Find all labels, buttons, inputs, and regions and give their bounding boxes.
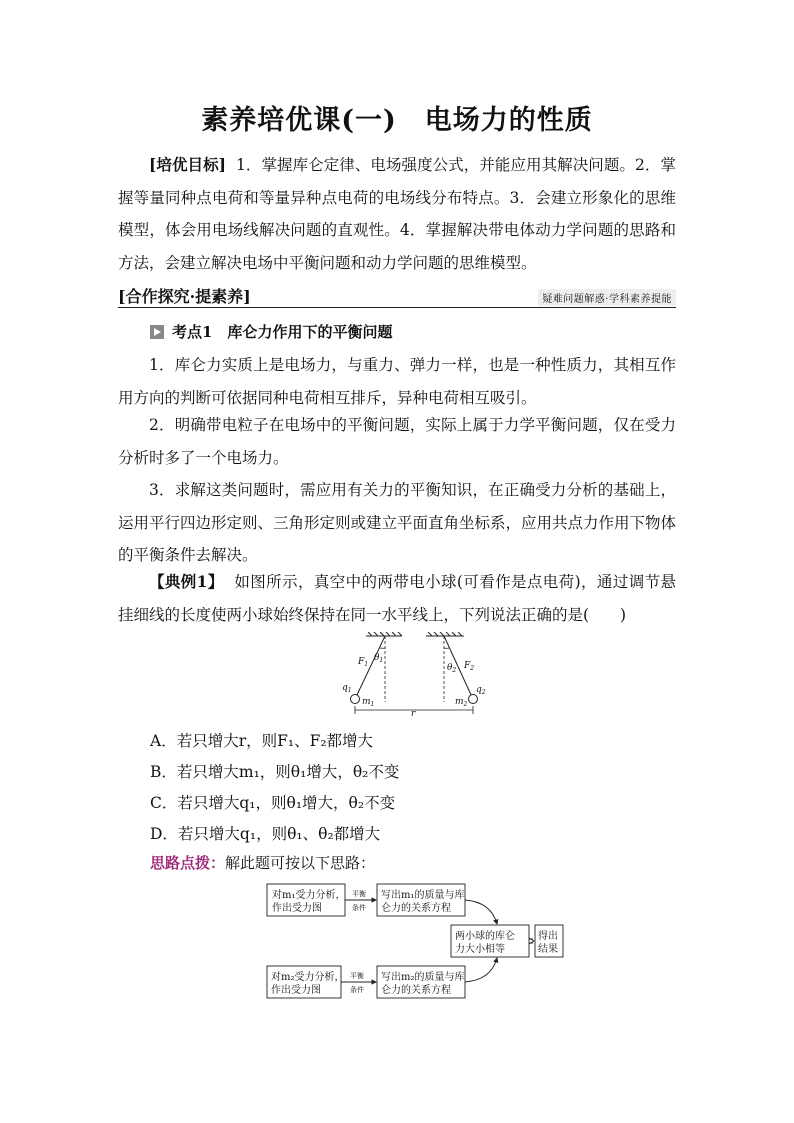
label-q1: $q_1$ bbox=[342, 683, 352, 694]
flow-box-6-line2: 仑力的关系方程 bbox=[381, 985, 451, 996]
example-tag: 【典例1】 bbox=[149, 572, 224, 591]
option-a: A．若只增大r，则F₁、F₂都增大 bbox=[150, 732, 374, 750]
flow-arrow-2-label2: 条件 bbox=[350, 986, 364, 994]
section-header bbox=[118, 285, 676, 308]
two-charged-balls-diagram bbox=[330, 632, 500, 717]
flow-box-6-line1: 写出m₂的质量与库 bbox=[381, 972, 465, 983]
option-d: D．若只增大q₁，则θ₁、θ₂都增大 bbox=[150, 825, 381, 843]
option-b: B．若只增大m₁，则θ₁增大，θ₂不变 bbox=[150, 763, 400, 781]
label-q2: $q_2$ bbox=[476, 685, 486, 696]
flow-box-1-line1: 对m₁受力分析， bbox=[272, 890, 346, 901]
hint-line bbox=[150, 852, 375, 873]
goal-paragraph bbox=[118, 149, 676, 279]
topic-label: 考点1 库仑力作用下的平衡问题 bbox=[172, 323, 393, 341]
point-1: 1．库仑力实质上是电场力，与重力、弹力一样，也是一种性质力，其相互作用方向的判断可依据同种电荷相互排斥，异种电荷相互吸引。 bbox=[118, 356, 676, 407]
example-text: 如图所示，真空中的两带电小球(可看作是点电荷)，通过调节悬挂细线的长度使两小球始终保持在同一水平线上，下列说法正确的是( ) bbox=[118, 573, 676, 624]
goal-rest: 2．掌握等量同种点电荷和等量异种点电荷的电场线分布特点。3．会建立形象化的思维模型，体会用电场线解决问题的直观性。4．掌握解决带电体动力学问题的思路和方法，会建立解决电场中平衡问题和动力学问题的思维模型。 bbox=[118, 156, 676, 272]
flow-box-3-line1: 两小球的库仑 bbox=[455, 931, 515, 942]
section-subtitle: 疑难问题解惑·学科素养提能 bbox=[538, 289, 676, 306]
flow-box-3-line2: 力大小相等 bbox=[455, 944, 505, 955]
option-c: C．若只增大q₁，则θ₁增大，θ₂不变 bbox=[150, 794, 396, 812]
reasoning-flowchart bbox=[265, 880, 565, 1002]
label-theta1: $\theta_1$ bbox=[374, 653, 384, 664]
label-m2: $m_2$ bbox=[455, 697, 468, 708]
flow-box-5-line2: 作出受力图 bbox=[271, 985, 321, 996]
point-3: 3．求解这类问题时，需应用有关力的平衡知识，在正确受力分析的基础上，运用平行四边形定则、三角形定则或建立平面直角坐标系，应用共点力作用下物体的平衡条件去解决。 bbox=[118, 481, 677, 564]
label-F1: $F_1$ bbox=[358, 657, 369, 668]
label-F2: $F_2$ bbox=[464, 661, 475, 672]
flow-box-2-line2: 仑力的关系方程 bbox=[381, 903, 451, 914]
label-r: r bbox=[411, 709, 416, 717]
label-theta2: $\theta_2$ bbox=[447, 663, 457, 674]
flow-box-4-line1: 得出 bbox=[538, 931, 558, 942]
page-title: 素养培优课(一) 电场力的性质 bbox=[201, 105, 593, 136]
flow-box-2-line1: 写出m₁的质量与库 bbox=[381, 890, 465, 901]
hint-text: 解此题可按以下思路： bbox=[225, 854, 376, 872]
play-triangle-icon bbox=[150, 325, 164, 339]
example-paragraph bbox=[118, 566, 676, 631]
topic-heading bbox=[150, 321, 392, 342]
flow-box-1-line2: 作出受力图 bbox=[272, 903, 322, 914]
flow-arrow-2-label1: 平衡 bbox=[350, 972, 364, 980]
point-2: 2．明确带电粒子在电场中的平衡问题，实际上属于力学平衡问题，仅在受力分析时多了一个电场力。 bbox=[118, 416, 676, 467]
label-m1: $m_1$ bbox=[362, 697, 375, 708]
hint-label: 思路点拨： bbox=[150, 854, 226, 872]
flow-box-4-line2: 结果 bbox=[538, 944, 558, 955]
flow-arrow-1-label2: 条件 bbox=[352, 904, 366, 912]
flow-box-5-line1: 对m₂受力分析， bbox=[271, 972, 345, 983]
section-title: [合作探究·提素养] bbox=[118, 287, 251, 306]
goal-line1: 1．掌握库仑定律、电场强度公式，并能应用其解决问题。 bbox=[235, 156, 635, 174]
goal-tag: [培优目标] bbox=[149, 155, 226, 174]
flow-arrow-1-label1: 平衡 bbox=[352, 890, 366, 898]
